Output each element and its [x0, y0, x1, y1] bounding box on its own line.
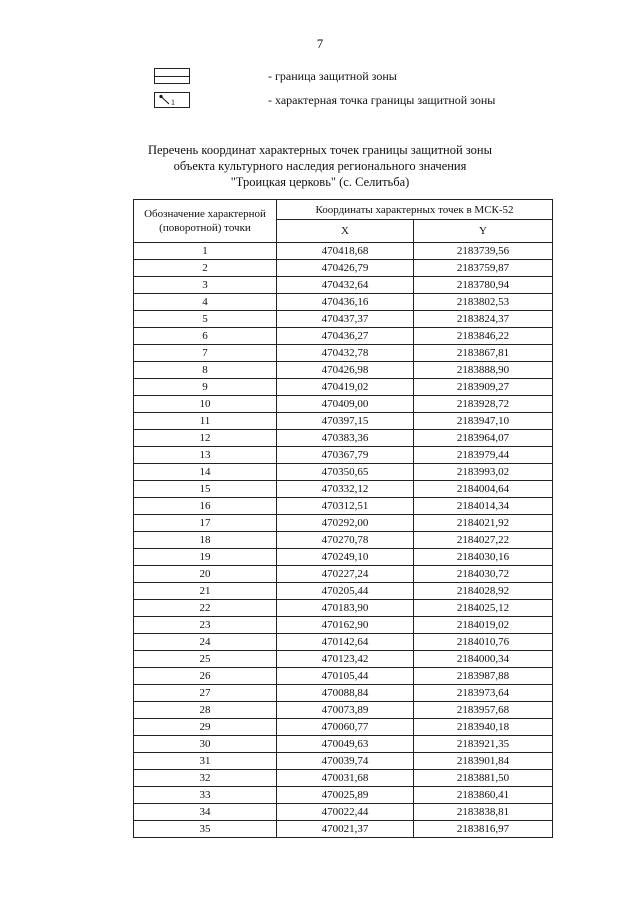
y-coordinate-cell: 2183987,88 [414, 668, 553, 685]
point-number-cell: 35 [134, 821, 277, 838]
y-coordinate-cell: 2183979,44 [414, 447, 553, 464]
x-coordinate-cell: 470419,02 [277, 379, 414, 396]
y-coordinate-cell: 2184030,72 [414, 566, 553, 583]
point-number-cell: 3 [134, 277, 277, 294]
point-number-cell: 1 [134, 243, 277, 260]
point-number-cell: 18 [134, 532, 277, 549]
point-number-cell: 5 [134, 311, 277, 328]
y-coordinate-cell: 2183940,18 [414, 719, 553, 736]
x-coordinate-cell: 470025,89 [277, 787, 414, 804]
table-row [134, 719, 553, 736]
x-coordinate-cell: 470249,10 [277, 549, 414, 566]
x-coordinate-cell: 470432,64 [277, 277, 414, 294]
point-number-cell: 33 [134, 787, 277, 804]
table-row [134, 379, 553, 396]
table-row [134, 277, 553, 294]
y-coordinate-cell: 2184030,16 [414, 549, 553, 566]
y-coordinate-cell: 2183957,68 [414, 702, 553, 719]
point-number-cell: 21 [134, 583, 277, 600]
y-coordinate-cell: 2184019,02 [414, 617, 553, 634]
y-coordinate-cell: 2184004,64 [414, 481, 553, 498]
table-row [134, 736, 553, 753]
y-coordinate-cell: 2183888,90 [414, 362, 553, 379]
x-coordinate-cell: 470426,79 [277, 260, 414, 277]
point-number-cell: 7 [134, 345, 277, 362]
x-coordinate-cell: 470021,37 [277, 821, 414, 838]
x-coordinate-cell: 470350,65 [277, 464, 414, 481]
y-coordinate-cell: 2183802,53 [414, 294, 553, 311]
table-row [134, 464, 553, 481]
table-row [134, 651, 553, 668]
x-coordinate-cell: 470312,51 [277, 498, 414, 515]
table-row [134, 566, 553, 583]
y-coordinate-cell: 2184021,92 [414, 515, 553, 532]
x-coordinate-cell: 470436,16 [277, 294, 414, 311]
table-row [134, 753, 553, 770]
x-coordinate-cell: 470031,68 [277, 770, 414, 787]
point-number-cell: 25 [134, 651, 277, 668]
table-row [134, 668, 553, 685]
x-coordinate-cell: 470383,36 [277, 430, 414, 447]
y-coordinate-cell: 2183901,84 [414, 753, 553, 770]
point-number-cell: 24 [134, 634, 277, 651]
document-title-line-1: Перечень координат характерных точек границы защитной зоны [147, 143, 493, 157]
table-row [134, 260, 553, 277]
header-coordinates-group: Координаты характерных точек в МСК-52 [277, 200, 553, 220]
point-number-cell: 17 [134, 515, 277, 532]
x-coordinate-cell: 470162,90 [277, 617, 414, 634]
header-y: Y [414, 220, 553, 243]
x-coordinate-cell: 470205,44 [277, 583, 414, 600]
x-coordinate-cell: 470418,68 [277, 243, 414, 260]
table-row [134, 600, 553, 617]
table-row [134, 328, 553, 345]
boundary-point-icon [154, 92, 190, 108]
x-coordinate-cell: 470332,12 [277, 481, 414, 498]
legend-item-point [154, 90, 496, 110]
y-coordinate-cell: 2183780,94 [414, 277, 553, 294]
point-number-cell: 6 [134, 328, 277, 345]
table-body [134, 243, 553, 838]
y-coordinate-cell: 2183739,56 [414, 243, 553, 260]
point-number-cell: 12 [134, 430, 277, 447]
y-coordinate-cell: 2183846,22 [414, 328, 553, 345]
point-number-cell: 28 [134, 702, 277, 719]
table-row [134, 311, 553, 328]
point-number-cell: 29 [134, 719, 277, 736]
x-coordinate-cell: 470409,00 [277, 396, 414, 413]
point-number-cell: 23 [134, 617, 277, 634]
header-point-designation: Обозначение характерной (поворотной) точки [134, 200, 277, 243]
x-coordinate-cell: 470432,78 [277, 345, 414, 362]
page-number: 7 [316, 36, 324, 51]
point-number-cell: 11 [134, 413, 277, 430]
table-row [134, 583, 553, 600]
point-number-cell: 14 [134, 464, 277, 481]
point-number-cell: 16 [134, 498, 277, 515]
document-title-line-3: "Троицкая церковь" (с. Селитьба) [230, 175, 410, 189]
document-title-line-2: объекта культурного наследия регионального значения [173, 159, 467, 173]
table-row [134, 515, 553, 532]
x-coordinate-cell: 470123,42 [277, 651, 414, 668]
table-row [134, 481, 553, 498]
point-number-cell: 27 [134, 685, 277, 702]
table-row [134, 345, 553, 362]
y-coordinate-cell: 2183867,81 [414, 345, 553, 362]
x-coordinate-cell: 470105,44 [277, 668, 414, 685]
legend-label-point: - характерная точка границы защитной зоны [268, 92, 496, 107]
point-number-cell: 20 [134, 566, 277, 583]
point-number-cell: 13 [134, 447, 277, 464]
x-coordinate-cell: 470426,98 [277, 362, 414, 379]
x-coordinate-cell: 470039,74 [277, 753, 414, 770]
point-number-cell: 8 [134, 362, 277, 379]
y-coordinate-cell: 2184025,12 [414, 600, 553, 617]
table-row [134, 702, 553, 719]
x-coordinate-cell: 470060,77 [277, 719, 414, 736]
y-coordinate-cell: 2184000,34 [414, 651, 553, 668]
x-coordinate-cell: 470183,90 [277, 600, 414, 617]
x-coordinate-cell: 470227,24 [277, 566, 414, 583]
y-coordinate-cell: 2184027,22 [414, 532, 553, 549]
point-number-cell: 26 [134, 668, 277, 685]
x-coordinate-cell: 470142,64 [277, 634, 414, 651]
y-coordinate-cell: 2183928,72 [414, 396, 553, 413]
y-coordinate-cell: 2183824,37 [414, 311, 553, 328]
y-coordinate-cell: 2183860,41 [414, 787, 553, 804]
table-row [134, 804, 553, 821]
table-row [134, 396, 553, 413]
y-coordinate-cell: 2183759,87 [414, 260, 553, 277]
point-number-cell: 2 [134, 260, 277, 277]
point-number-label: 1 [171, 98, 175, 107]
header-x: X [277, 220, 414, 243]
table-row [134, 634, 553, 651]
point-number-cell: 9 [134, 379, 277, 396]
point-number-cell: 30 [134, 736, 277, 753]
table-row [134, 447, 553, 464]
table-row [134, 362, 553, 379]
x-coordinate-cell: 470397,15 [277, 413, 414, 430]
coordinates-table [133, 199, 553, 838]
table-row [134, 532, 553, 549]
point-number-cell: 4 [134, 294, 277, 311]
table-row [134, 243, 553, 260]
table-row [134, 430, 553, 447]
x-coordinate-cell: 470088,84 [277, 685, 414, 702]
table-row [134, 821, 553, 838]
x-coordinate-cell: 470049,63 [277, 736, 414, 753]
legend-label-boundary: - граница защитной зоны [268, 68, 397, 83]
x-coordinate-cell: 470367,79 [277, 447, 414, 464]
x-coordinate-cell: 470437,37 [277, 311, 414, 328]
table-row [134, 294, 553, 311]
table-row [134, 498, 553, 515]
point-number-cell: 22 [134, 600, 277, 617]
table-row [134, 617, 553, 634]
y-coordinate-cell: 2183964,07 [414, 430, 553, 447]
boundary-line-icon [154, 68, 190, 84]
table-row [134, 787, 553, 804]
y-coordinate-cell: 2183838,81 [414, 804, 553, 821]
table-row [134, 413, 553, 430]
x-coordinate-cell: 470073,89 [277, 702, 414, 719]
y-coordinate-cell: 2183881,50 [414, 770, 553, 787]
y-coordinate-cell: 2184014,34 [414, 498, 553, 515]
point-number-cell: 19 [134, 549, 277, 566]
x-coordinate-cell: 470270,78 [277, 532, 414, 549]
point-number-cell: 32 [134, 770, 277, 787]
table-row [134, 549, 553, 566]
table-row [134, 770, 553, 787]
legend-item-boundary [154, 66, 397, 86]
point-number-cell: 31 [134, 753, 277, 770]
y-coordinate-cell: 2183921,35 [414, 736, 553, 753]
y-coordinate-cell: 2184010,76 [414, 634, 553, 651]
x-coordinate-cell: 470436,27 [277, 328, 414, 345]
x-coordinate-cell: 470292,00 [277, 515, 414, 532]
y-coordinate-cell: 2183973,64 [414, 685, 553, 702]
y-coordinate-cell: 2183816,97 [414, 821, 553, 838]
y-coordinate-cell: 2183947,10 [414, 413, 553, 430]
y-coordinate-cell: 2183993,02 [414, 464, 553, 481]
table-row [134, 685, 553, 702]
y-coordinate-cell: 2184028,92 [414, 583, 553, 600]
y-coordinate-cell: 2183909,27 [414, 379, 553, 396]
point-number-cell: 34 [134, 804, 277, 821]
point-number-cell: 15 [134, 481, 277, 498]
point-number-cell: 10 [134, 396, 277, 413]
x-coordinate-cell: 470022,44 [277, 804, 414, 821]
